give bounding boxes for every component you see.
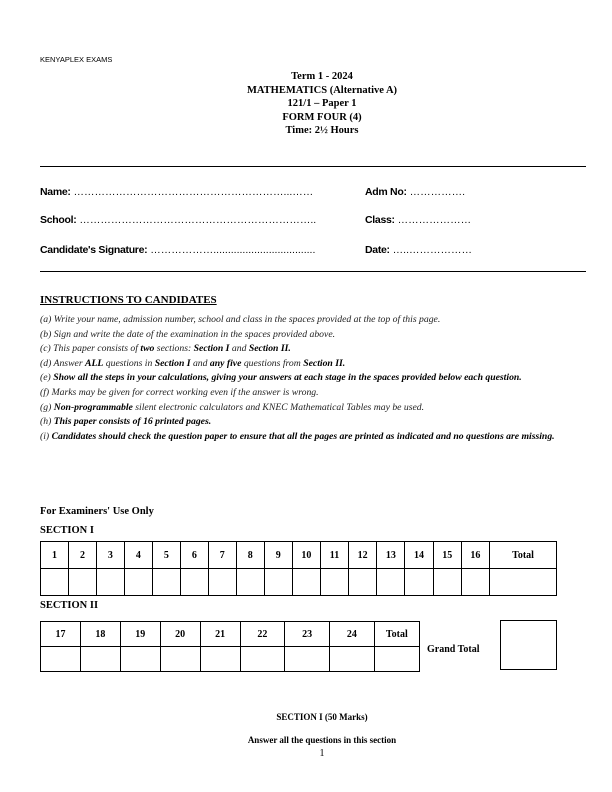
score-column-header: 1 bbox=[41, 542, 69, 569]
name-field[interactable] bbox=[40, 186, 313, 198]
score-cell[interactable] bbox=[490, 569, 557, 596]
class-label: Class: bbox=[365, 214, 395, 226]
score-cell[interactable] bbox=[377, 569, 405, 596]
grand-total-label: Grand Total bbox=[427, 644, 480, 655]
school-label: School: bbox=[40, 214, 77, 226]
section1-score-table bbox=[40, 541, 557, 596]
page-number: 1 bbox=[319, 748, 325, 759]
instructions-list bbox=[40, 313, 590, 444]
score-cell[interactable] bbox=[160, 647, 200, 672]
score-column-header: 20 bbox=[160, 622, 200, 647]
score-cell[interactable] bbox=[461, 569, 489, 596]
date-label: Date: bbox=[365, 244, 390, 256]
score-cell[interactable] bbox=[200, 647, 240, 672]
adm-field[interactable] bbox=[365, 186, 465, 198]
score-column-header: 18 bbox=[80, 622, 120, 647]
score-cell[interactable] bbox=[405, 569, 433, 596]
score-column-header: 22 bbox=[240, 622, 285, 647]
instruction-text: ALL bbox=[85, 357, 104, 369]
instruction-text: Candidates should check the question paper to ensure that all the pages are printed as indicated and no questions are missing. bbox=[51, 430, 555, 442]
score-column-header: 11 bbox=[320, 542, 348, 569]
term-line: Term 1 - 2024 bbox=[291, 71, 353, 82]
exam-title-block bbox=[0, 70, 612, 138]
time-line: Time: 2½ Hours bbox=[285, 125, 359, 136]
score-column-header: 3 bbox=[96, 542, 124, 569]
instruction-text: Section II. bbox=[248, 343, 291, 355]
instruction-text: any five bbox=[209, 357, 242, 369]
grand-total-box[interactable] bbox=[500, 620, 557, 670]
score-cell[interactable] bbox=[120, 647, 160, 672]
instruction-item bbox=[40, 342, 590, 357]
score-cell[interactable] bbox=[68, 569, 96, 596]
subject-line: MATHEMATICS (Alternative A) bbox=[246, 84, 398, 96]
score-cell[interactable] bbox=[96, 569, 124, 596]
score-column-header: 19 bbox=[120, 622, 160, 647]
adm-label: Adm No: bbox=[365, 186, 407, 198]
paper-line: 121/1 – Paper 1 bbox=[287, 98, 357, 109]
score-column-header: 2 bbox=[68, 542, 96, 569]
instruction-text: two bbox=[140, 343, 155, 355]
score-column-header: Total bbox=[374, 622, 419, 647]
divider bbox=[40, 271, 586, 272]
instruction-text: (b) Sign and write the date of the examination in the spaces provided above. bbox=[40, 328, 336, 340]
section2-score-table bbox=[40, 621, 420, 672]
section1-instruction: Answer all the questions in this section bbox=[247, 735, 397, 745]
score-cell[interactable] bbox=[124, 569, 152, 596]
instruction-text: questions from bbox=[241, 357, 304, 369]
score-cell[interactable] bbox=[180, 569, 208, 596]
instruction-text: (g) bbox=[40, 401, 54, 413]
score-cell[interactable] bbox=[292, 569, 320, 596]
instruction-text: sections: bbox=[154, 343, 194, 355]
score-cell[interactable] bbox=[433, 569, 461, 596]
score-column-header: 8 bbox=[236, 542, 264, 569]
brand-label: KENYAPLEX EXAMS bbox=[40, 55, 113, 64]
instruction-text: (f) Marks may be given for correct working even if the answer is wrong. bbox=[40, 386, 319, 398]
signature-blank[interactable]: ………………................................... bbox=[147, 244, 316, 256]
score-cell[interactable] bbox=[208, 569, 236, 596]
signature-field[interactable] bbox=[40, 244, 315, 256]
instruction-item bbox=[40, 430, 590, 445]
score-cell[interactable] bbox=[330, 647, 375, 672]
instruction-text: Show all the steps in your calculations, giving your answers at each stage in the spaces provided below each question. bbox=[53, 372, 522, 384]
section1-label: SECTION I bbox=[40, 525, 94, 536]
class-field[interactable] bbox=[365, 214, 471, 226]
score-cell[interactable] bbox=[41, 647, 81, 672]
instruction-item bbox=[40, 371, 590, 386]
score-cell[interactable] bbox=[285, 647, 330, 672]
instruction-text: questions in bbox=[103, 357, 155, 369]
instruction-item bbox=[40, 386, 590, 401]
instruction-item bbox=[40, 328, 590, 343]
score-column-header: 4 bbox=[124, 542, 152, 569]
score-column-header: 23 bbox=[285, 622, 330, 647]
score-column-header: 13 bbox=[377, 542, 405, 569]
instruction-text: and bbox=[229, 343, 249, 355]
score-cell[interactable] bbox=[152, 569, 180, 596]
signature-label: Candidate's Signature: bbox=[40, 244, 148, 256]
instructions-heading: INSTRUCTIONS TO CANDIDATES bbox=[40, 294, 217, 306]
section1-heading: SECTION I (50 Marks) bbox=[276, 712, 368, 722]
instruction-text: (a) Write your name, admission number, school and class in the spaces provided at the top of this page. bbox=[40, 314, 441, 325]
instruction-item bbox=[40, 401, 590, 416]
instruction-text: (e) bbox=[40, 372, 54, 384]
instruction-text: Section I bbox=[154, 357, 191, 369]
instruction-text: This paper consists of 16 printed pages. bbox=[53, 416, 212, 428]
score-cell[interactable] bbox=[374, 647, 419, 672]
instruction-text: (i) bbox=[40, 430, 52, 442]
score-cell[interactable] bbox=[240, 647, 285, 672]
instruction-item bbox=[40, 313, 590, 328]
score-cell[interactable] bbox=[41, 569, 69, 596]
score-column-header: 16 bbox=[461, 542, 489, 569]
score-column-header: 10 bbox=[292, 542, 320, 569]
adm-blank[interactable]: ……………. bbox=[406, 186, 465, 198]
score-cell[interactable] bbox=[236, 569, 264, 596]
date-field[interactable] bbox=[365, 244, 472, 256]
score-column-header: 24 bbox=[330, 622, 375, 647]
class-blank[interactable]: ………………… bbox=[394, 214, 472, 226]
score-column-header: 6 bbox=[180, 542, 208, 569]
instruction-item bbox=[40, 357, 590, 372]
score-column-header: 17 bbox=[41, 622, 81, 647]
score-column-header: 7 bbox=[208, 542, 236, 569]
score-column-header: 15 bbox=[433, 542, 461, 569]
school-field[interactable] bbox=[40, 214, 316, 226]
instruction-text: Section II. bbox=[303, 357, 346, 369]
instruction-text: silent electronic calculators and KNEC Mathematical Tables may be used. bbox=[132, 401, 425, 413]
instruction-text: (c) This paper consists of bbox=[40, 343, 141, 355]
school-blank[interactable]: ………………………………………………………….. bbox=[76, 214, 317, 226]
form-line: FORM FOUR (4) bbox=[282, 111, 362, 123]
score-cell[interactable] bbox=[320, 569, 348, 596]
score-cell[interactable] bbox=[349, 569, 377, 596]
score-column-header: Total bbox=[490, 542, 557, 569]
score-column-header: 5 bbox=[152, 542, 180, 569]
score-cell[interactable] bbox=[264, 569, 292, 596]
instruction-text: (h) bbox=[40, 416, 54, 428]
name-label: Name: bbox=[40, 186, 71, 198]
score-column-header: 21 bbox=[200, 622, 240, 647]
score-column-header: 9 bbox=[264, 542, 292, 569]
instruction-text: Non-programmable bbox=[53, 401, 133, 413]
score-column-header: 12 bbox=[349, 542, 377, 569]
date-blank[interactable]: …..……………… bbox=[389, 244, 473, 256]
score-column-header: 14 bbox=[405, 542, 433, 569]
instruction-item bbox=[40, 415, 590, 430]
examiners-title: For Examiners' Use Only bbox=[40, 506, 154, 517]
instruction-text: Section I bbox=[193, 343, 230, 355]
instruction-text: and bbox=[190, 357, 210, 369]
instruction-text: (d) Answer bbox=[40, 357, 86, 369]
name-blank[interactable]: ……………………………………………………...…… bbox=[70, 186, 314, 198]
divider bbox=[40, 166, 586, 167]
score-cell[interactable] bbox=[80, 647, 120, 672]
section2-label: SECTION II bbox=[40, 600, 99, 611]
